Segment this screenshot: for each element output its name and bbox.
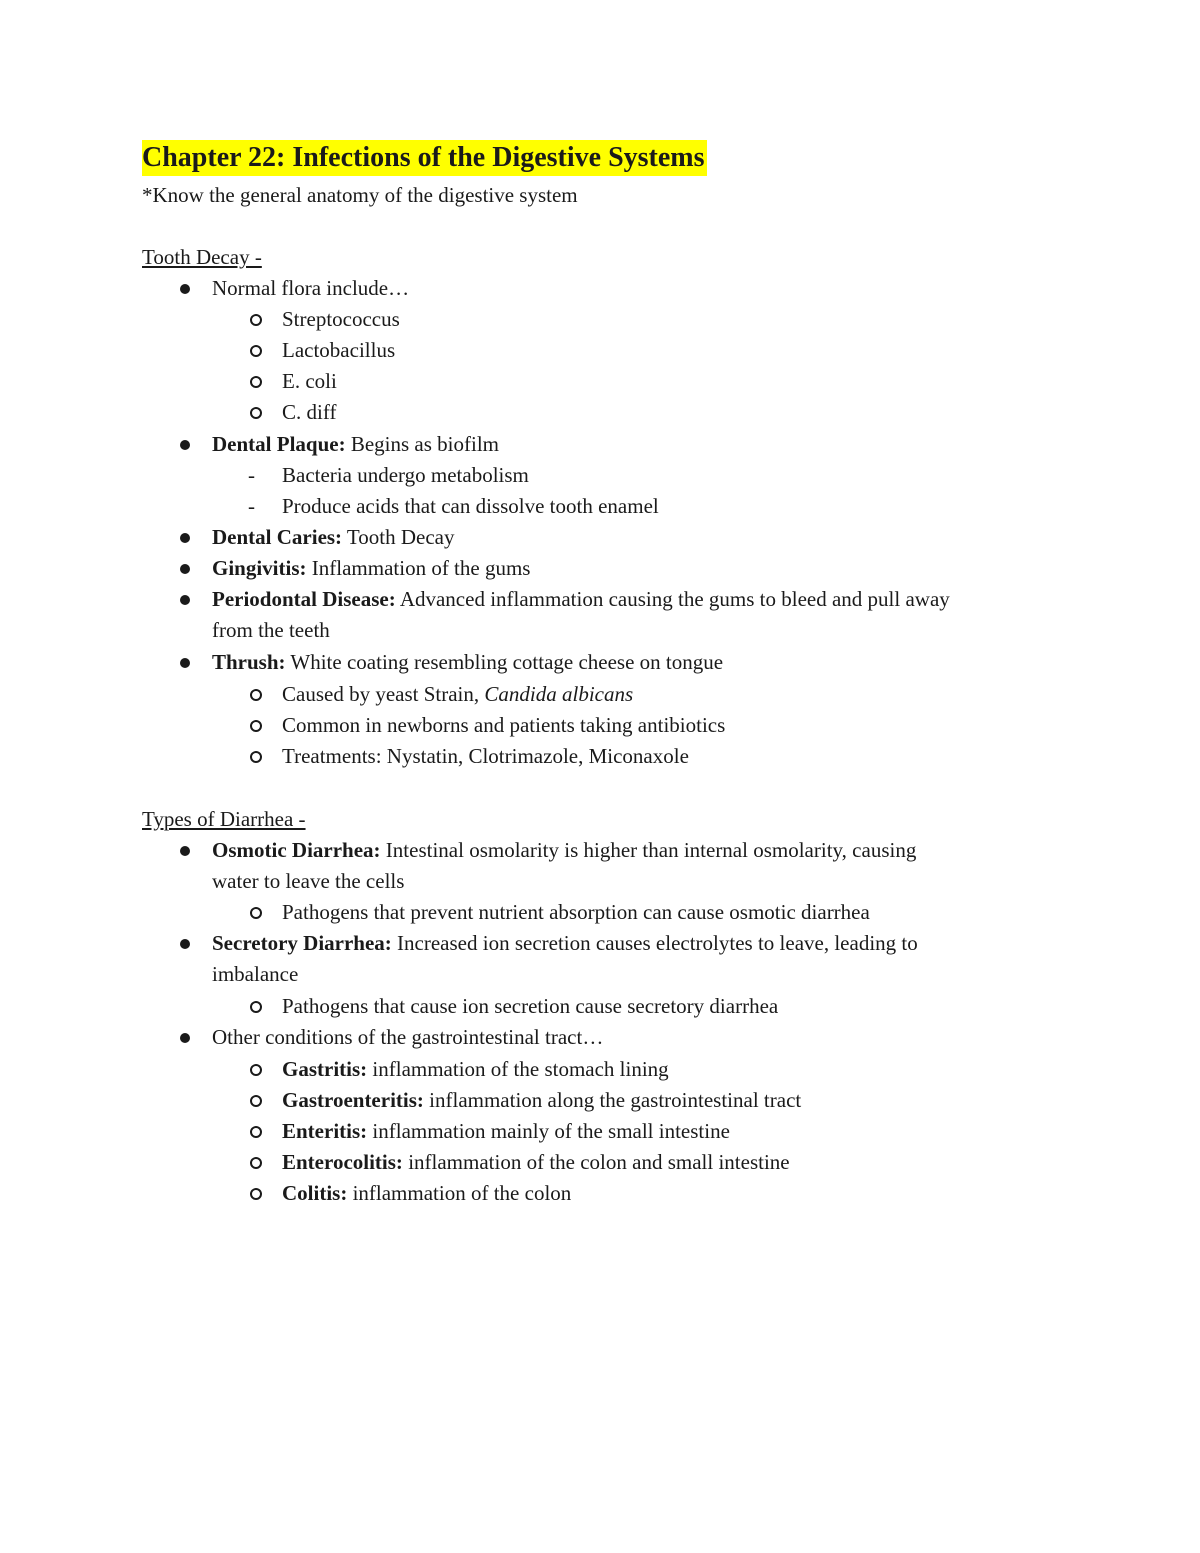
bullet-icon <box>180 846 190 856</box>
list-item: Treatments: Nystatin, Clotrimazole, Miconaxole <box>282 744 689 768</box>
definition: inflammation mainly of the small intestine <box>367 1119 730 1143</box>
bullet-icon <box>180 564 190 574</box>
diarrhea-heading: Types of Diarrhea - <box>142 807 306 831</box>
secretory-diarrhea-item <box>212 928 918 958</box>
definition: Intestinal osmolarity is higher than internal osmolarity, causing <box>380 838 917 862</box>
list-item <box>282 679 633 709</box>
term: Gastroenteritis: <box>282 1088 424 1112</box>
secretory-continuation: imbalance <box>212 962 299 986</box>
list-item <box>282 1085 801 1115</box>
list-item <box>282 1178 571 1208</box>
thrush-item <box>212 647 723 677</box>
circle-bullet-icon <box>250 1064 262 1076</box>
circle-bullet-icon <box>250 345 262 357</box>
list-item: E. coli <box>282 369 337 393</box>
list-item: Pathogens that cause ion secretion cause secretory diarrhea <box>282 994 779 1018</box>
term: Secretory Diarrhea: <box>212 931 392 955</box>
term: Dental Plaque: <box>212 432 346 456</box>
circle-bullet-icon <box>250 407 262 419</box>
periodontal-item <box>212 584 950 614</box>
page-title: Chapter 22: Infections of the Digestive Systems <box>142 140 707 176</box>
term: Colitis: <box>282 1181 348 1205</box>
osmotic-continuation: water to leave the cells <box>212 869 405 893</box>
circle-bullet-icon <box>250 1188 262 1200</box>
species-name: Candida albicans <box>484 682 634 706</box>
bullet-icon <box>180 1033 190 1043</box>
term: Gastritis: <box>282 1057 368 1081</box>
definition: inflammation of the colon and small intestine <box>402 1150 790 1174</box>
term: Enteritis: <box>282 1119 368 1143</box>
tooth-decay-heading: Tooth Decay - <box>142 245 262 269</box>
term: Enterocolitis: <box>282 1150 403 1174</box>
term: Osmotic Diarrhea: <box>212 838 381 862</box>
bullet-icon <box>180 658 190 668</box>
definition: inflammation of the stomach lining <box>367 1057 669 1081</box>
bullet-icon <box>180 939 190 949</box>
dental-plaque-item <box>212 429 499 459</box>
definition: inflammation along the gastrointestinal tract <box>423 1088 802 1112</box>
definition: Advanced inflammation causing the gums to bleed and pull away <box>395 587 950 611</box>
circle-bullet-icon <box>250 689 262 701</box>
definition: Inflammation of the gums <box>306 556 531 580</box>
osmotic-diarrhea-item <box>212 835 916 865</box>
dash-bullet-icon: - <box>248 494 255 518</box>
list-item: Streptococcus <box>282 307 400 331</box>
periodontal-continuation: from the teeth <box>212 618 330 642</box>
list-item <box>282 1147 790 1177</box>
list-item: C. diff <box>282 400 337 424</box>
normal-flora-label: Normal flora include… <box>212 276 410 300</box>
definition: White coating resembling cottage cheese on tongue <box>285 650 724 674</box>
circle-bullet-icon <box>250 376 262 388</box>
definition: inflammation of the colon <box>347 1181 572 1205</box>
list-item: Common in newborns and patients taking antibiotics <box>282 713 726 737</box>
dental-caries-item <box>212 522 455 552</box>
gingivitis-item <box>212 553 530 583</box>
list-item: Lactobacillus <box>282 338 396 362</box>
bullet-icon <box>180 440 190 450</box>
list-item: Pathogens that prevent nutrient absorption can cause osmotic diarrhea <box>282 900 870 924</box>
term: Periodontal Disease: <box>212 587 396 611</box>
term: Gingivitis: <box>212 556 307 580</box>
list-item <box>282 1116 730 1146</box>
circle-bullet-icon <box>250 907 262 919</box>
circle-bullet-icon <box>250 1126 262 1138</box>
circle-bullet-icon <box>250 1001 262 1013</box>
bullet-icon <box>180 595 190 605</box>
term: Dental Caries: <box>212 525 343 549</box>
bullet-icon <box>180 533 190 543</box>
definition: Tooth Decay <box>342 525 455 549</box>
circle-bullet-icon <box>250 751 262 763</box>
circle-bullet-icon <box>250 720 262 732</box>
circle-bullet-icon <box>250 1157 262 1169</box>
list-item: Bacteria undergo metabolism <box>282 463 529 487</box>
circle-bullet-icon <box>250 1095 262 1107</box>
list-item <box>282 1054 669 1084</box>
definition: Begins as biofilm <box>345 432 499 456</box>
anatomy-note: *Know the general anatomy of the digestive system <box>142 183 578 207</box>
bullet-icon <box>180 284 190 294</box>
term: Thrush: <box>212 650 286 674</box>
dash-bullet-icon: - <box>248 463 255 487</box>
list-item: Produce acids that can dissolve tooth enamel <box>282 494 659 518</box>
circle-bullet-icon <box>250 314 262 326</box>
cause-text: Caused by yeast Strain, <box>282 682 485 706</box>
definition: Increased ion secretion causes electrolytes to leave, leading to <box>391 931 918 955</box>
other-conditions-label: Other conditions of the gastrointestinal tract… <box>212 1025 604 1049</box>
